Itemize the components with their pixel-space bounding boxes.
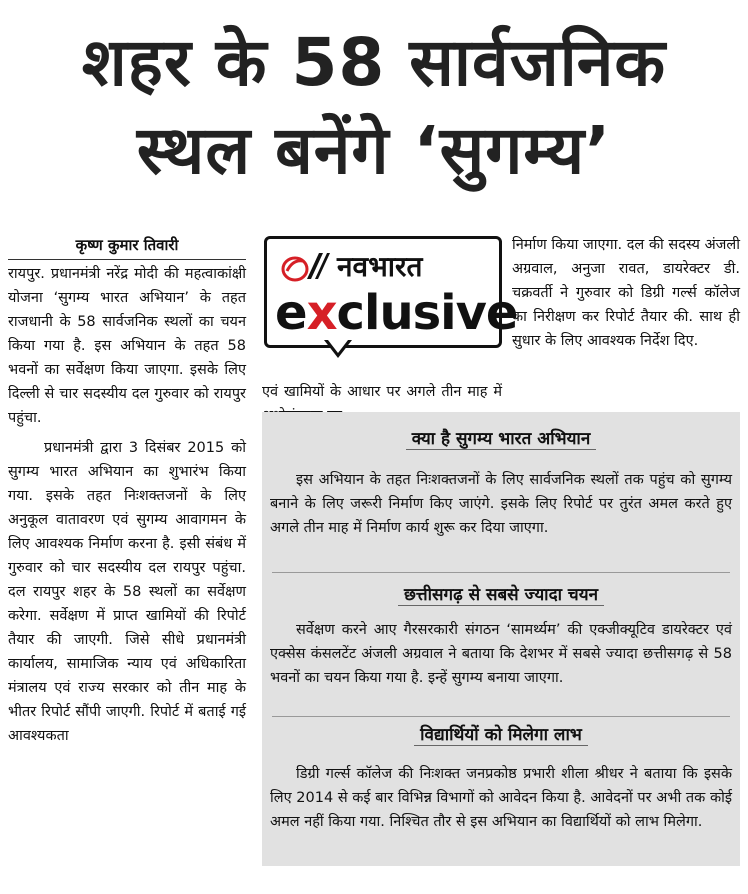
exclusive-prefix: e (275, 285, 307, 341)
headline-line-2: स्थल बनेंगे ‘सुगम्य’ (136, 112, 612, 189)
left-paragraph-1: रायपुर. प्रधानमंत्री नरेंद्र मोदी की महत्वाकांक्षी योजना ‘सुगम्य भारत अभियान’ के तहत राजधानी के 58 सार्वजनिक स्थलों का चयन किया गया है. इस अभियान के तहत 58 भवनों का सर्वेक्षण किया जाएगा. इसके लिए दिल्ली से चार सदस्यीय दल गुरुवार को रायपुर पहुंचा. (8, 266, 246, 426)
section-body-chhattisgarh: सर्वेक्षण करने आए गैरसरकारी संगठन ‘सामर्थ्यम’ की एक्जीक्यूटिव डायरेक्टर एवं एक्सेस कंसलटेंट अंजली अग्रवाल ने बताया कि देशभर में सबसे ज्यादा छत्तीसगढ़ से 58 भवनों का चयन किया गया है. इन्हें सुगम्य बनाया जाएगा. (270, 622, 732, 686)
exclusive-suffix: clusive (336, 285, 518, 341)
section-body-vidyarthi: डिग्री गर्ल्स कॉलेज की निःशक्त जनप्रकोष्ठ प्रभारी शीला श्रीधर ने बताया कि इसके लिए 2014 से कई बार विभिन्न विभागों को आवेदन किया है. आवेदनों पर अभी तक कोई अमल नहीं किया गया. निश्चित तौर से इस अभियान का विद्यार्थियों को लाभ मिलेगा. (270, 766, 732, 830)
byline: कृष्ण कुमार तिवारी (8, 233, 246, 260)
middle-paragraph: एवं खामियों के आधार पर अगले तीन माह में (262, 384, 502, 400)
section-heading-vidyarthi-text: विद्यार्थियों को मिलेगा लाभ (414, 725, 588, 746)
section-heading-chhattisgarh (262, 582, 740, 605)
exclusive-x: x (306, 285, 337, 341)
right-paragraph: निर्माण किया जाएगा. दल की सदस्य अंजली अग्रवाल, अनुजा रावत, डायरेक्टर डी. चक्रवर्ती ने गुरुवार को डिग्री गर्ल्स कॉलेज का निरीक्षण कर रिपोर्ट तैयार की. साथ ही सुधार के लिए आवश्यक निर्देश दिए. (512, 237, 740, 349)
info-box (262, 412, 740, 866)
left-column (8, 233, 246, 748)
navbharat-logo-icon (279, 249, 331, 285)
right-column (512, 233, 740, 353)
badge-frame (264, 236, 518, 348)
badge-exclusive-word (275, 285, 517, 341)
badge-tail-inner (328, 340, 348, 353)
section-heading-abhiyan-text: क्या है सुगम्य भारत अभियान (406, 429, 597, 450)
badge-brand: नवभारत (337, 250, 423, 283)
section-heading-abhiyan (262, 426, 740, 449)
headline-line-1: शहर के 58 सार्वजनिक (81, 24, 667, 101)
section-body-abhiyan: इस अभियान के तहत निःशक्तजनों के लिए सार्वजनिक स्थलों तक पहुंच को सुगम्य बनाने के लिए जरूरी निर्माण किए जाएंगे. इसके लिए रिपोर्ट पर तुरंत अमल करते हुए अगले तीन माह में निर्माण कार्य शुरू कर दिया जाएगा. (270, 472, 732, 536)
exclusive-badge (264, 236, 518, 360)
section-divider (272, 716, 730, 717)
section-divider (272, 572, 730, 573)
section-heading-vidyarthi (262, 722, 740, 745)
left-paragraph-2: प्रधानमंत्री द्वारा 3 दिसंबर 2015 को सुगम्य भारत अभियान का शुभारंभ किया गया. इसके तहत निःशक्तजनों के लिए अनुकूल वातावरण एवं सुगम्य आवागमन के लिए आवश्यक निर्माण करना है. इसी संबंध में गुरुवार को चार सदस्यीय दल रायपुर पहुंचा. दल रायपुर शहर के 58 स्थलों का सर्वेक्षण करेगा. सर्वेक्षण में प्राप्त खामियों की रिपोर्ट तैयार की जाएगी. जिसे सीधे प्रधानमंत्री कार्यालय, सामाजिक न्याय एवं अधिकारिता मंत्रालय एवं राज्य सरकार को तीन माह के भीतर रिपोर्ट सौंपी जाएगी. रिपोर्ट में बताई गई आवश्यकता (8, 440, 246, 744)
section-heading-chhattisgarh-text: छत्तीसगढ़ से सबसे ज्यादा चयन (398, 585, 604, 606)
